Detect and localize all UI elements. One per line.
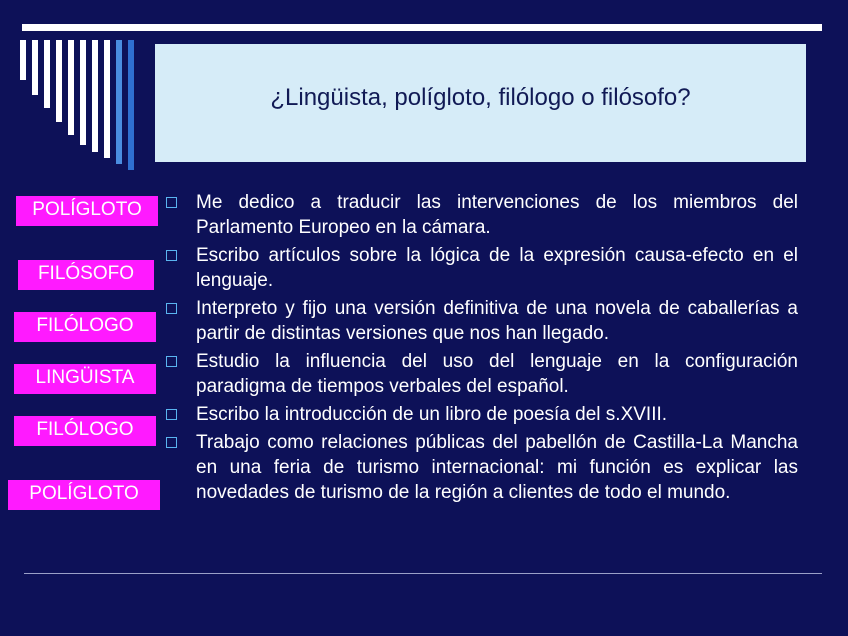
answer-tag: POLÍGLOTO (16, 196, 158, 226)
square-bullet-icon (166, 437, 177, 448)
square-bullet-icon (166, 303, 177, 314)
answer-tag: FILÓSOFO (18, 260, 154, 290)
item-text: Me dedico a traducir las intervenciones de los miembros del Parlamento Europeo en la cámara. (196, 192, 798, 238)
square-bullet-icon (166, 250, 177, 261)
list-item (166, 430, 798, 505)
bottom-rule (24, 573, 822, 574)
list-item (166, 349, 798, 399)
list-item (166, 243, 798, 293)
answer-tag: LINGÜISTA (14, 364, 156, 394)
decorative-stripes (20, 40, 140, 170)
list-item (166, 190, 798, 240)
answer-tag: FILÓLOGO (14, 312, 156, 342)
answer-tag: FILÓLOGO (14, 416, 156, 446)
list-item (166, 296, 798, 346)
statement-list (166, 190, 798, 508)
item-text: Escribo la introducción de un libro de poesía del s.XVIII. (196, 404, 668, 425)
page-title: ¿Lingüista, polígloto, filólogo o filósofo? (270, 84, 691, 111)
square-bullet-icon (166, 356, 177, 367)
item-text: Trabajo como relaciones públicas del pabellón de Castilla-La Mancha en una feria de turismo internacional: mi función es explicar las novedades de turismo de la región a clientes de todo el mundo. (196, 432, 798, 503)
answer-tag: POLÍGLOTO (8, 480, 160, 510)
item-text: Estudio la influencia del uso del lenguaje en la configuración paradigma de tiempos verbales del español. (196, 351, 798, 397)
top-rule (22, 24, 822, 31)
title-box (155, 44, 806, 162)
list-item (166, 402, 798, 427)
square-bullet-icon (166, 409, 177, 420)
item-text: Interpreto y fijo una versión definitiva de una novela de caballerías a partir de distintas versiones que nos han llegado. (196, 298, 798, 344)
item-text: Escribo artículos sobre la lógica de la expresión causa-efecto en el lenguaje. (196, 245, 798, 291)
square-bullet-icon (166, 197, 177, 208)
